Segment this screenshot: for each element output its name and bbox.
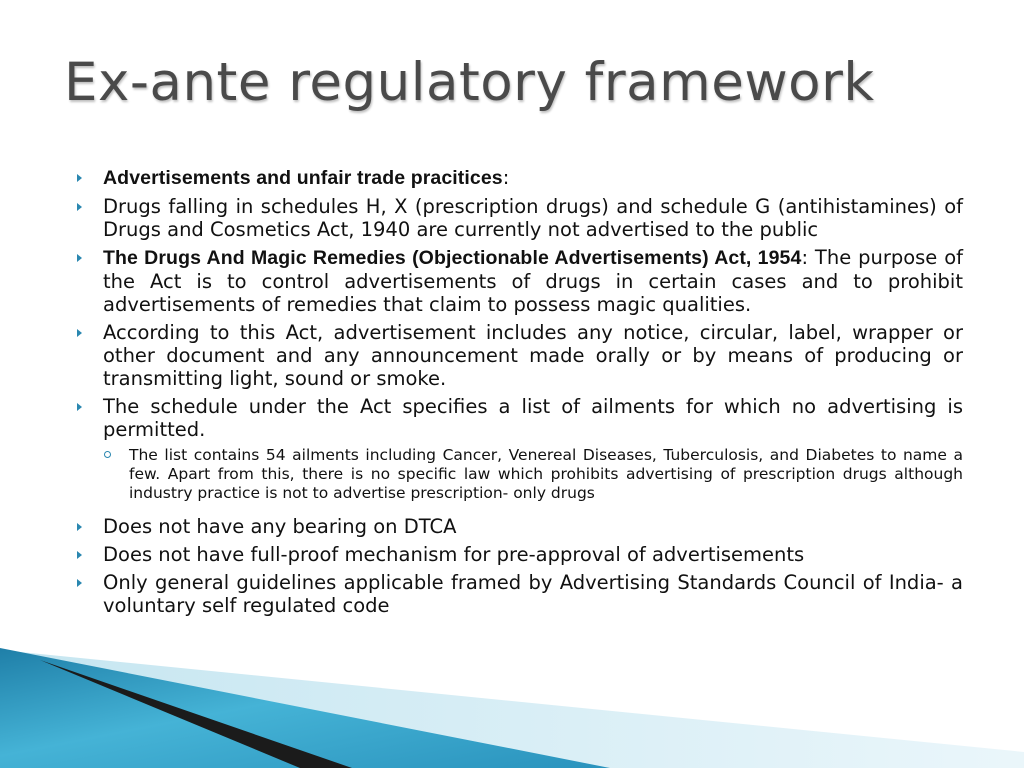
bullet-triangle-icon xyxy=(77,203,82,211)
bullet-item-advertisements xyxy=(77,166,963,190)
bullet-text: Drugs falling in schedules H, X (prescription drugs) and schedule G (antihistamines) of Drugs and Cosmetics Act, 1940 are currently not advertised to the public xyxy=(103,195,963,241)
teal-wedge xyxy=(0,648,610,768)
ring-icon xyxy=(104,451,111,458)
bullet-item-schedule-ailments xyxy=(77,395,963,441)
bullet-text: The schedule under the Act specifies a list of ailments for which no advertising is permitted. xyxy=(103,395,963,441)
sub-bullet-text: The list contains 54 ailments including Cancer, Venereal Diseases, Tuberculosis, and Diabetes to name a few. Apart from this, there is no specific law which prohibits advertising of prescription drugs although industry practice is not to advertise prescription- only drugs xyxy=(129,446,963,502)
bullet-item-pre-approval xyxy=(77,543,963,566)
bullet-bold-text: Advertisements and unfair trade pracitices xyxy=(103,167,503,189)
pale-wedge xyxy=(0,650,1024,768)
bullet-triangle-icon xyxy=(77,403,82,411)
bullet-text: Does not have any bearing on DTCA xyxy=(103,515,457,538)
content-placeholder xyxy=(77,166,963,622)
bullet-text: According to this Act, advertisement includes any notice, circular, label, wrapper or other document and any announcement made orally or by means of producing or transmitting light, sound or smoke. xyxy=(103,321,963,390)
bullet-item-schedules xyxy=(77,195,963,241)
bullet-item-advertisement-definition xyxy=(77,321,963,390)
bullet-triangle-icon xyxy=(77,579,82,587)
bullet-triangle-icon xyxy=(77,254,82,262)
bullet-text: Does not have full-proof mechanism for pre-approval of advertisements xyxy=(103,543,805,566)
bullet-item-asci-guidelines xyxy=(77,571,963,617)
bullet-triangle-icon xyxy=(77,551,82,559)
bullet-text: Only general guidelines applicable framed by Advertising Standards Council of India- a voluntary self regulated code xyxy=(103,571,963,617)
sub-bullet-item-ailments-list xyxy=(77,446,963,503)
slide-title: Ex-ante regulatory framework xyxy=(64,52,875,113)
bullet-text: : The purpose of the Act is to control advertisements of drugs in certain cases and to prohibit advertisements of remedies that claim to possess magic qualities. xyxy=(103,246,964,316)
dark-wedge xyxy=(40,660,352,768)
bullet-bold-text: The Drugs And Magic Remedies (Objectionable Advertisements) Act, 1954 xyxy=(103,247,802,269)
bullet-text: : xyxy=(502,166,510,189)
bullet-item-magic-remedies-act xyxy=(77,246,963,316)
bullet-list xyxy=(77,166,963,617)
bullet-item-dtca xyxy=(77,515,963,538)
bullet-triangle-icon xyxy=(77,329,82,337)
bullet-triangle-icon xyxy=(77,523,82,531)
bullet-triangle-icon xyxy=(77,174,82,182)
